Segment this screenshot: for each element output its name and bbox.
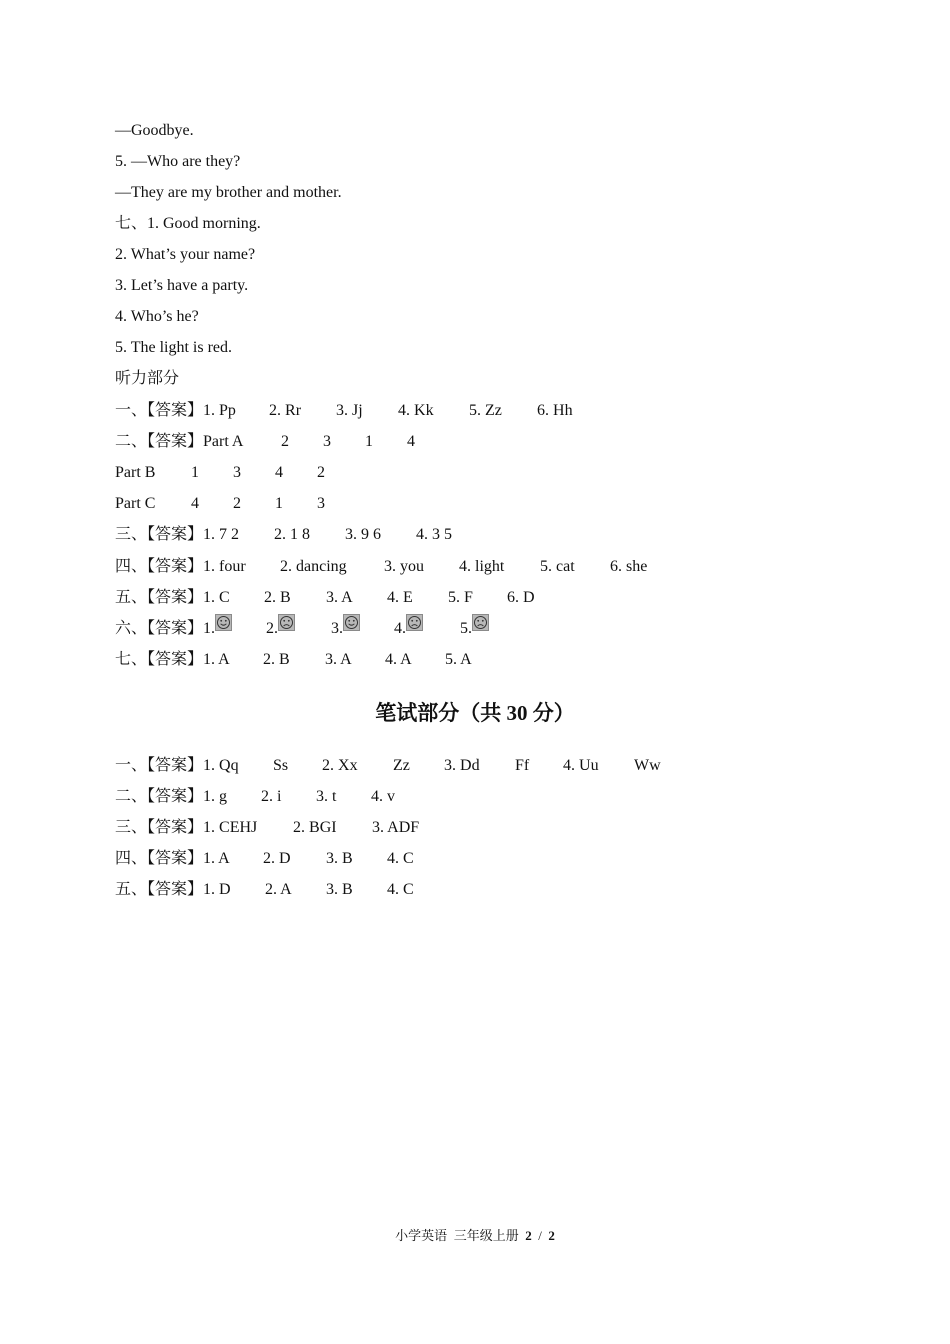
answer-item: Zz (393, 757, 410, 774)
answer-item: 2. D (263, 850, 291, 867)
answer-item: 2. dancing (280, 558, 347, 575)
answer-row-written-4 (115, 847, 414, 871)
answer-item: 3. ADF (372, 819, 420, 836)
answer-item: 6. she (610, 558, 648, 575)
answer-item: 5. F (448, 589, 473, 606)
answer-row-listening-4 (115, 555, 647, 579)
answer-item: 4 (407, 433, 416, 450)
answer-row-written-1 (115, 754, 661, 778)
part-label: Part A (203, 433, 244, 450)
answer-item: 1 (275, 495, 283, 512)
text-line: 七、1. Good morning. (115, 215, 261, 232)
answer-prefix: 七、【答案】 (115, 651, 204, 668)
page-number-separator: / (538, 1228, 542, 1243)
answer-item: 1. g (203, 788, 228, 805)
answer-item: 3. A (326, 589, 353, 606)
answer-item: 3. Jj (336, 402, 363, 419)
answer-row-listening-2a (115, 430, 415, 454)
answer-item: 1. 7 2 (203, 526, 240, 543)
answer-item: 5. Zz (469, 402, 502, 419)
answer-prefix: 五、【答案】 (115, 881, 204, 898)
answer-item: 1. Qq (203, 757, 239, 774)
answer-item: 4 (191, 495, 199, 512)
answer-row-listening-7 (115, 648, 472, 672)
text-line: —Goodbye. (115, 122, 194, 139)
answer-row-written-5 (115, 878, 414, 902)
answer-prefix: 一、【答案】 (115, 757, 204, 774)
answer-prefix: 五、【答案】 (115, 589, 204, 606)
answer-item: 4. v (371, 788, 396, 805)
answer-item: 3. A (325, 651, 352, 668)
answer-item: 2 (317, 464, 325, 481)
answer-item: 2. B (264, 589, 291, 606)
answer-item: 2 (281, 433, 290, 450)
answer-item: 1. A (203, 850, 230, 867)
answer-row-listening-3 (115, 523, 452, 547)
answer-prefix: 二、【答案】 (115, 433, 204, 450)
answer-item: 4. Uu (563, 757, 599, 774)
answer-number: 3. (331, 620, 344, 637)
text-line: 5. The light is red. (115, 339, 233, 356)
answer-item: 4. 3 5 (416, 526, 453, 543)
answer-item: 4. C (387, 850, 414, 867)
answer-item: 1. CEHJ (203, 819, 258, 836)
answer-item: 4 (275, 464, 283, 481)
answer-row-written-2 (115, 785, 395, 809)
answer-item: Ww (634, 757, 661, 774)
answer-item: 2. 1 8 (274, 526, 311, 543)
answer-prefix: 四、【答案】 (115, 558, 204, 575)
answer-prefix: 三、【答案】 (115, 526, 204, 543)
answer-item: 2. i (261, 788, 282, 805)
answer-item: 2 (233, 495, 241, 512)
answer-item: 6. D (507, 589, 535, 606)
section-heading-written: 笔试部分（共 30 分） (375, 701, 575, 725)
answer-item: 3. t (316, 788, 337, 805)
text-line: 5. —Who are they? (115, 153, 241, 170)
answer-row-written-3 (115, 816, 419, 840)
face-answer (266, 617, 331, 641)
answer-item: 1. A (203, 651, 230, 668)
answer-number: 5. (460, 620, 473, 637)
footer-grade: 三年级上册 (453, 1228, 519, 1243)
answer-row-listening-1 (115, 399, 573, 423)
answer-item: 2. Rr (269, 402, 302, 419)
answer-item: 3. you (384, 558, 425, 575)
text-line: 3. Let’s have a party. (115, 277, 249, 294)
answer-row-listening-2c (115, 492, 325, 516)
answer-item: 1 (191, 464, 199, 481)
answer-row-listening-6 (115, 617, 489, 641)
page-number-current: 2 (525, 1228, 532, 1243)
answer-prefix: 六、【答案】 (115, 620, 204, 637)
answer-prefix: 一、【答案】 (115, 402, 204, 419)
answer-number: 2. (266, 620, 279, 637)
answer-prefix: 二、【答案】 (115, 788, 204, 805)
answer-item: 1. C (203, 589, 230, 606)
text-line: 2. What’s your name? (115, 246, 256, 263)
smile-face-icon (215, 614, 232, 631)
answer-item: 4. E (387, 589, 413, 606)
face-answer (331, 617, 394, 641)
page-number-total: 2 (548, 1228, 555, 1243)
answer-item: 3 (317, 495, 325, 512)
answer-item: Ss (273, 757, 289, 774)
answer-prefix: 三、【答案】 (115, 819, 204, 836)
frown-face-icon (278, 614, 295, 631)
text-line: 4. Who’s he? (115, 308, 199, 325)
answer-item: 4. C (387, 881, 414, 898)
answer-item: 2. B (263, 651, 290, 668)
answer-item: 2. BGI (293, 819, 337, 836)
answer-item: 2. Xx (322, 757, 358, 774)
answer-number: 1. (203, 620, 216, 637)
answer-item: 5. cat (540, 558, 575, 575)
answer-row-listening-2b (115, 461, 325, 485)
answer-item: 5. A (445, 651, 472, 668)
answer-number: 4. (394, 620, 407, 637)
part-label: Part C (115, 495, 156, 512)
answer-item: 1. D (203, 881, 231, 898)
answer-item: 4. light (459, 558, 505, 575)
answer-item: 3. Dd (444, 757, 480, 774)
answer-item: 3. B (326, 881, 353, 898)
page-footer (0, 1226, 950, 1246)
frown-face-icon (472, 614, 489, 631)
frown-face-icon (406, 614, 423, 631)
answer-item: 4. Kk (398, 402, 434, 419)
face-answer (394, 617, 460, 641)
answer-item: 6. Hh (537, 402, 573, 419)
face-answer (460, 617, 489, 641)
part-label: Part B (115, 464, 156, 481)
text-line: —They are my brother and mother. (115, 184, 342, 201)
smile-face-icon (343, 614, 360, 631)
answer-item: 1. Pp (203, 402, 236, 419)
answer-item: Ff (515, 757, 530, 774)
answer-item: 3 (323, 433, 332, 450)
answer-item: 3. B (326, 850, 353, 867)
face-answer (203, 617, 266, 641)
answer-item: 3 (233, 464, 241, 481)
answer-item: 3. 9 6 (345, 526, 382, 543)
answer-row-listening-5 (115, 586, 535, 610)
answer-prefix: 四、【答案】 (115, 850, 204, 867)
answer-item: 1 (365, 433, 374, 450)
answer-item: 2. A (265, 881, 292, 898)
section-label-listening: 听力部分 (115, 370, 180, 387)
answer-item: 4. A (385, 651, 412, 668)
footer-subject: 小学英语 (395, 1228, 448, 1243)
answer-item: 1. four (203, 558, 246, 575)
